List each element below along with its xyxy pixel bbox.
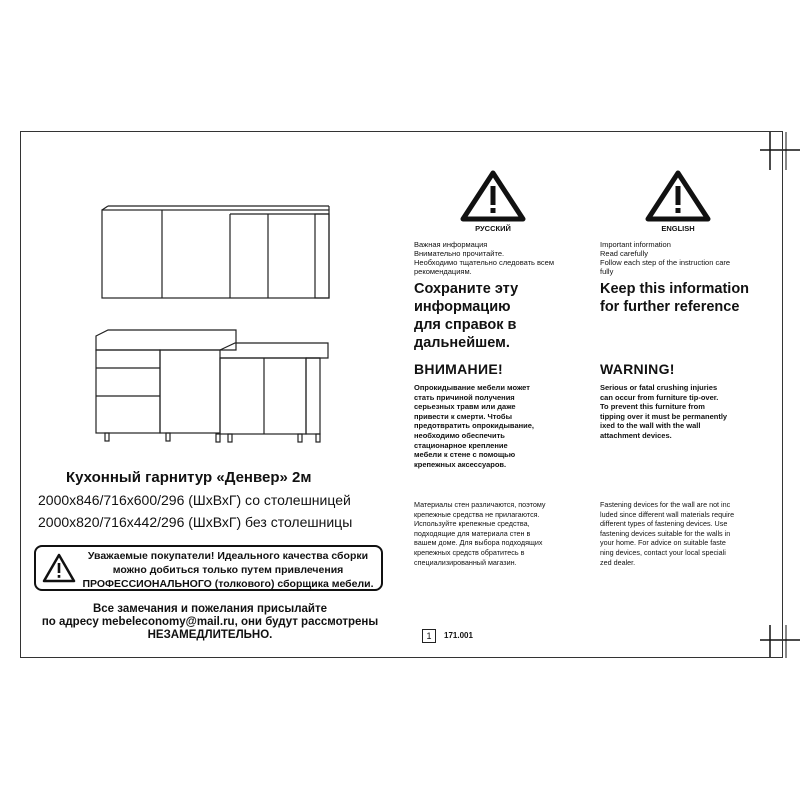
fastening-line: Материалы стен различаются, поэтому: [414, 500, 546, 509]
warning-line: ixed to the wall with the wall: [600, 421, 701, 431]
info-line: Read carefully: [600, 249, 648, 258]
english-keep-info: [600, 280, 770, 316]
warning-line: can occur from furniture tip-over.: [600, 392, 719, 402]
russian-keep-info: [414, 280, 594, 352]
info-line: Необходимо тщательно следовать всем: [414, 258, 555, 267]
russian-warning-text: [414, 383, 594, 469]
info-line: Follow each step of the instruction care: [600, 258, 731, 267]
warning-line: крепежных аксессуаров.: [414, 459, 507, 469]
warning-line: стать причиной получения: [414, 392, 515, 402]
warning-triangle-icon: [42, 553, 76, 583]
warning-line: предотвратить опрокидывание,: [414, 421, 535, 431]
english-warning-text: [600, 383, 765, 441]
fastening-line: your home. For advice on suitable faste: [600, 538, 726, 548]
contact-line: НЕЗАМЕДЛИТЕЛЬНО.: [147, 629, 273, 641]
warning-triangle-icon: [460, 170, 526, 222]
info-line: fully: [600, 267, 614, 276]
warning-line: стационарное крепление: [414, 440, 508, 450]
warning-line: Опрокидывание мебели может: [414, 383, 530, 392]
info-line: Важная информация: [414, 240, 488, 249]
russian-label: РУССКИЙ: [475, 224, 511, 233]
page-number: 1: [422, 629, 436, 643]
keep-line: Сохраните эту: [414, 281, 519, 297]
warning-line: серьезных травм или даже: [414, 402, 516, 412]
fastening-line: different types of fastening devices. Use: [600, 519, 728, 529]
document-code: 171.001: [444, 631, 473, 640]
info-line: Important information: [600, 240, 671, 249]
fastening-line: zed dealer.: [600, 557, 636, 567]
keep-line: дальнейшем.: [414, 335, 510, 351]
russian-fastening-text: [414, 500, 594, 567]
warning-line: Serious or fatal crushing injuries: [600, 383, 718, 392]
contact-line: Все замечания и пожелания присылайте: [92, 603, 328, 615]
info-line: рекомендациям.: [414, 267, 472, 276]
warning-line: To prevent this furniture from: [600, 402, 705, 412]
fastening-line: крепежных средств обратитесь в: [414, 547, 525, 557]
notice-box: [34, 545, 383, 591]
keep-line: для справок в: [414, 317, 517, 333]
fastening-line: ning devices, contact your local speciali: [600, 547, 726, 557]
keep-line: информацию: [414, 299, 511, 315]
warning-line: необходимо обеспечить: [414, 430, 505, 440]
english-fastening-text: [600, 500, 765, 567]
notice-text: Уважаемые покупатели! Идеального качества сборки можно добиться только путем привлечения ПРОФЕССИОНАЛЬНОГО (толкового) сборщика мебели.: [82, 550, 374, 590]
fastening-line: крепежные средства не прилагаются.: [414, 509, 540, 519]
warning-line: attachment devices.: [600, 430, 672, 440]
russian-info: [414, 240, 594, 276]
warning-triangle-icon: [645, 170, 711, 222]
russian-warning-heading: ВНИМАНИЕ!: [414, 361, 503, 377]
keep-line: for further reference: [600, 299, 740, 315]
dimensions-without-countertop: 2000х820/716х442/296 (ШхВхГ) без столешницы: [38, 514, 353, 530]
kitchen-set-drawing: [90, 200, 340, 450]
english-warning-heading: WARNING!: [600, 361, 675, 377]
english-label: ENGLISH: [661, 224, 695, 233]
fastening-line: fastening devices suitable for the walls in: [600, 528, 731, 538]
warning-line: tipping over it must be permanently: [600, 411, 728, 421]
contact-block: [25, 603, 395, 642]
product-title: Кухонный гарнитур «Денвер» 2м: [66, 469, 312, 486]
dimensions-with-countertop: 2000х846/716х600/296 (ШхВхГ) со столешницей: [38, 492, 351, 508]
warning-line: мебели к стене с помощью: [414, 450, 516, 460]
fastening-line: специализированный магазин.: [414, 557, 517, 567]
fastening-line: Fastening devices for the wall are not inc: [600, 500, 731, 509]
keep-line: Keep this information: [600, 281, 750, 297]
info-line: Внимательно прочитайте.: [414, 249, 505, 258]
english-info: [600, 240, 760, 276]
fastening-line: вашем доме. Для выбора подходящих: [414, 538, 543, 548]
fastening-line: Используйте крепежные средства,: [414, 519, 530, 529]
contact-line: по адресу mebeleconomy@mail.ru, они будут рассмотрены: [41, 616, 379, 628]
fastening-line: подходящие для материала стен в: [414, 528, 531, 538]
warning-line: привести к смерти. Чтобы: [414, 411, 512, 421]
fastening-line: luded since different wall materials require: [600, 509, 735, 519]
